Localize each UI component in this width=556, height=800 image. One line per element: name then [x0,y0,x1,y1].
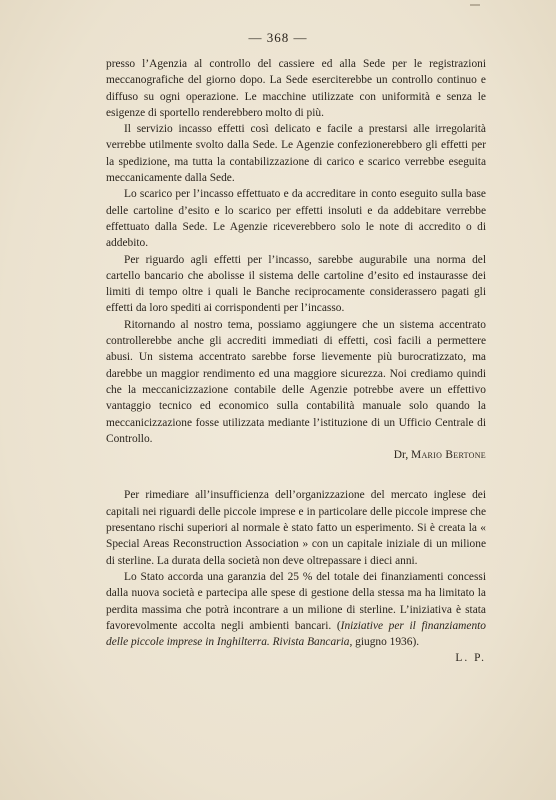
scan-mark [470,4,480,6]
author-initials: L. P. [455,652,486,665]
source-open: ( [336,619,341,632]
section-gap [106,463,486,487]
page-number: — 368 — [248,30,308,45]
body-text [106,56,486,667]
author-title: Dr, [393,449,409,462]
paragraph: Per riguardo agli effetti per l’incasso, sarebbe augurabile una norma del cartello bancario che abolisse il sistema delle cartoline d’esito ed instaurasse dei limiti di tempo oltre i quali le Banche reciprocamente considerassero pagati gli effetti da loro spediti ai corrispondenti per l’incasso. [106,253,486,315]
source-date: giugno 1936). [352,636,420,649]
source-title: Iniziative per il finanziamento delle piccole imprese in Inghilterra. Rivista Bancaria, [106,619,486,649]
paragraph: Lo scarico per l’incasso effettuato e da accreditare in conto eseguito sulla base delle cartoline d’esito e lo scarico per effetti insoluti e da addebitare verrebbe effettuato dalla Sede. Le Agenzie riceverebbero solo le note di accredito o di addebito. [106,188,486,250]
author-name: Mario Bertone [411,449,486,462]
paragraph: Per rimediare all’insufficienza dell’organizzazione del mercato inglese dei capitali nei riguardi delle piccole imprese e in particolare delle piccole imprese che presentano rischi superiori al normale è stato fatto un esperimento. Si è creata la « Special Areas Reconstruction Association » con un capitale iniziale di un milione di sterline. La durata della società non deve oltrepassare i dieci anni. [106,489,486,567]
paragraph [106,569,486,650]
paragraph: Il servizio incasso effetti così delicato e facile a prestarsi alle irregolarità verrebbe utilmente svolto dalla Sede. Le Agenzie confezionerebbero gli effetti per la spedizione, ma tutta la contabilizzazione di carico e scarico verrebbe eseguita meccanicamente dalla Sede. [106,123,486,185]
paragraph: Ritornando al nostro tema, possiamo aggiungere che un sistema accentrato controllerebbe anche gli accrediti immediati di effetti, così facili a permettere abusi. Un sistema accentrato sarebbe forse lievemente più burocratizzato, ma darebbe un maggior rendimento ed una maggiore sicurezza. Noi crediamo quindi che la meccanicizzazione contabile delle Agenzie potrebbe avere un effettivo vantaggio tecnico ed economico sulla contabilità manuale solo quando la meccanicizzazione fosse utilizzata mediante l’istituzione di un Ufficio Centrale di Controllo. [106,318,486,445]
author-signature [106,447,486,463]
paragraph-text: Lo Stato accorda una garanzia del 25 % del totale dei finanziamenti concessi dalla nuova società e partecipa alle spese di gestione della stessa ma ha limitato la perdita massima che potrà incontrare a un milione di sterline. L’iniziativa è stata favorevolmente accolta negli ambienti bancari. [106,570,486,632]
paragraph: presso l’Agenzia al controllo del cassiere ed alla Sede per le registrazioni meccanografiche del giorno dopo. La Sede eserciterebbe un controllo continuo e diffuso su ogni operazione. Le macchine utilizzate con uniformità e senza le esigenze di sportello renderebbero molto di più. [106,58,486,119]
